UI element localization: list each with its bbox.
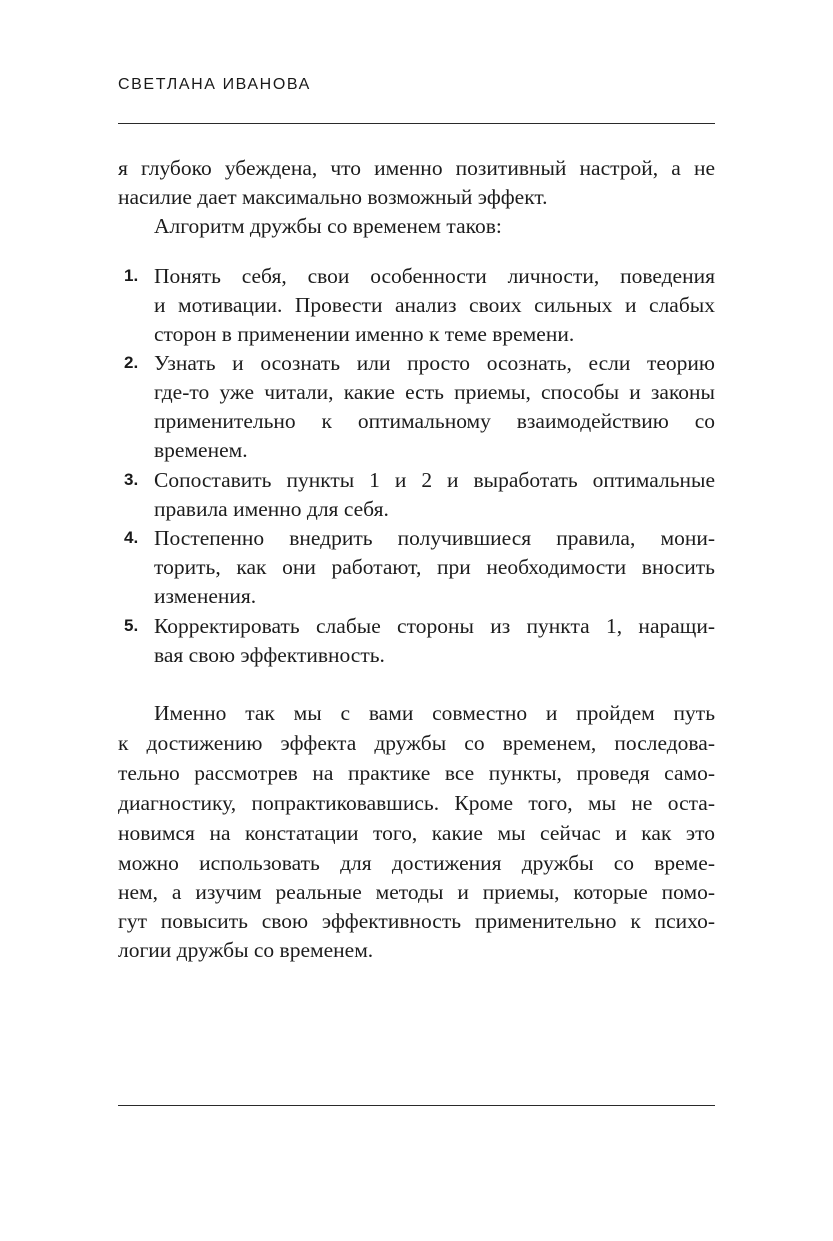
- closing-line: нем, а изучим реальные методы и приемы, которые помо-: [118, 880, 715, 904]
- list-item-line: сторон в применении именно к теме времени.: [154, 322, 575, 346]
- list-item-line: где-то уже читали, какие есть приемы, способы и законы: [154, 380, 715, 404]
- list-item-line: Узнать и осознать или просто осознать, если теорию: [154, 351, 715, 375]
- list-item-line: Постепенно внедрить получившиеся правила, мони-: [154, 526, 715, 550]
- list-item-number: 5.: [124, 616, 139, 635]
- list-item-line: изменения.: [154, 584, 257, 608]
- footer-rule: [118, 1105, 715, 1106]
- closing-line: диагностику, попрактиковавшись. Кроме того, мы не оста-: [118, 791, 715, 815]
- closing-line: тельно рассмотрев на практике все пункты, проведя само-: [118, 761, 715, 785]
- list-item-line: правила именно для себя.: [154, 497, 389, 521]
- list-item-line: Сопоставить пункты 1 и 2 и выработать оптимальные: [154, 468, 715, 492]
- closing-line: к достижению эффекта дружбы со временем, последова-: [118, 731, 715, 755]
- list-item-line: вая свою эффективность.: [154, 643, 385, 667]
- intro-line: Алгоритм дружбы со временем таков:: [154, 214, 502, 238]
- header-rule: [118, 123, 715, 124]
- list-item-number: 3.: [124, 470, 139, 489]
- list-item-line: применительно к оптимальному взаимодействию со: [154, 409, 715, 433]
- closing-line: гут повысить свою эффективность применительно к психо-: [118, 909, 715, 933]
- list-item-line: и мотивации. Провести анализ своих сильных и слабых: [154, 293, 715, 317]
- list-item-number: 4.: [124, 528, 139, 547]
- closing-line: новимся на констатации того, какие мы сейчас и как это: [118, 821, 715, 845]
- list-item-line: Корректировать слабые стороны из пункта 1, наращи-: [154, 614, 715, 638]
- list-item-number: 2.: [124, 353, 139, 372]
- intro-line: насилие дает максимально возможный эффект.: [118, 185, 548, 209]
- running-head-author: СВЕТЛАНА ИВАНОВА: [118, 76, 311, 93]
- list-item-line: Понять себя, свои особенности личности, поведения: [154, 264, 715, 288]
- closing-line: логии дружбы со временем.: [118, 938, 374, 962]
- list-item-line: временем.: [154, 438, 248, 462]
- closing-line: можно использовать для достижения дружбы со време-: [118, 851, 715, 875]
- list-item-line: торить, как они работают, при необходимости вносить: [154, 555, 715, 579]
- list-item-number: 1.: [124, 266, 139, 285]
- closing-line: Именно так мы с вами совместно и пройдем путь: [154, 701, 715, 725]
- intro-line: я глубоко убеждена, что именно позитивный настрой, а не: [118, 156, 715, 180]
